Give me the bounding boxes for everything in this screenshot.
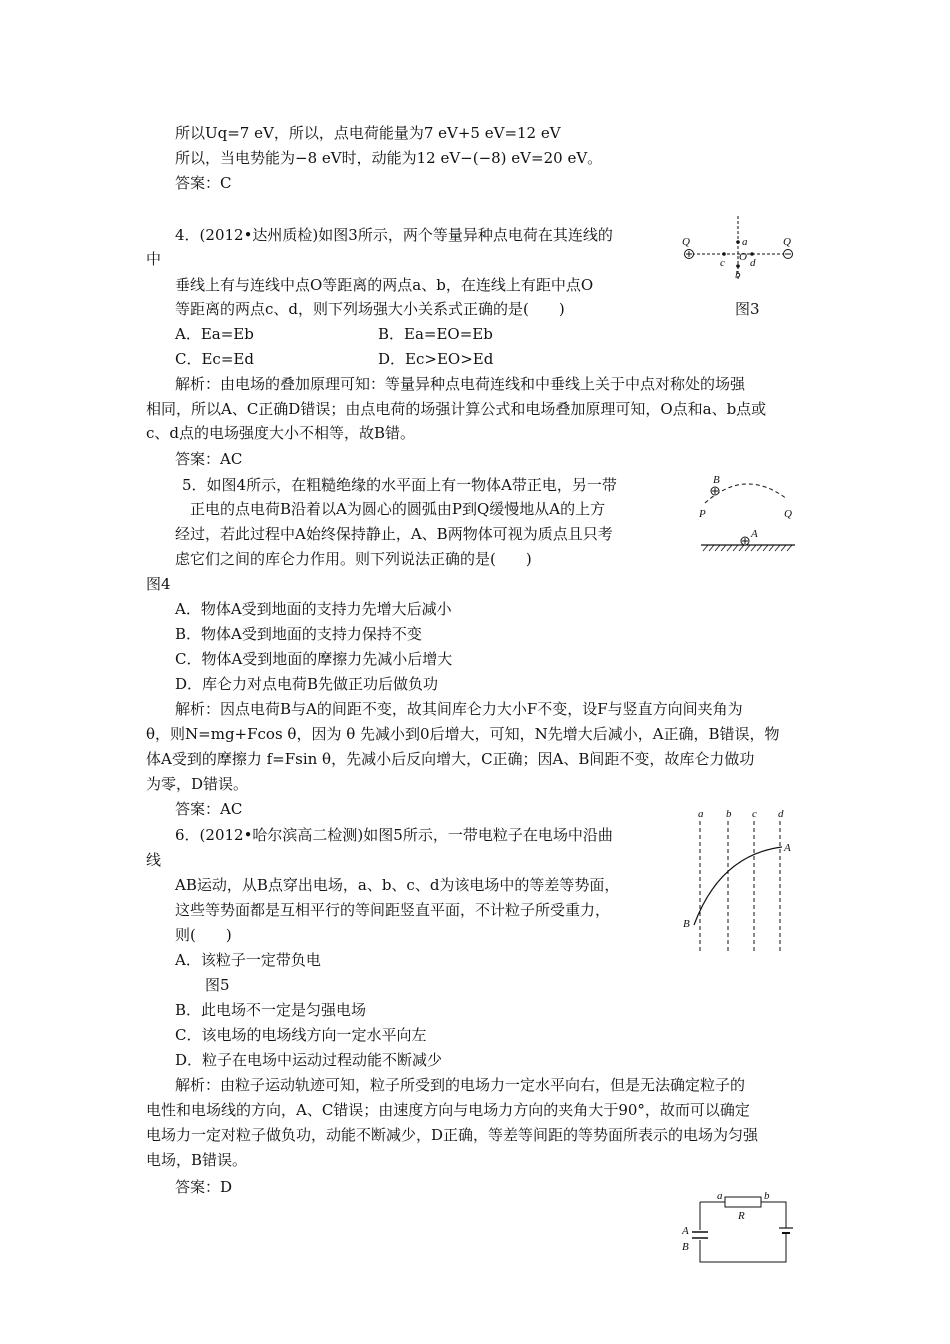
solution-line: 电场，B错误。 (146, 1151, 248, 1169)
solution-line: 解析：由电场的叠加原理可知：等量异种点电荷连线和中垂线上关于中点对称处的场强 (175, 375, 746, 393)
question-6-stem: 6．(2012•哈尔滨高二检测)如图5所示，一带电粒子在电场中沿曲 (175, 826, 613, 844)
option-b: B．此电场不一定是匀强电场 (175, 1001, 367, 1019)
text-line: 所以Uq=7 eV，所以，点电荷能量为7 eV+5 eV=12 eV (175, 124, 561, 142)
option-d: D．库仑力对点电荷B先做正功后做负功 (175, 675, 439, 693)
point-label-a: A (784, 842, 791, 854)
solution-line: 解析：因点电荷B与A的间距不变，故其间库仑力大小F不变，设F与竖直方向间夹角为 (175, 700, 743, 718)
text-line: 垂线上有与连线中点O等距离的两点a、b，在连线上有距中点O (175, 276, 594, 294)
solution-line: θ，则N=mg+Fcos θ，因为 θ 先减小到0后增大，可知，N先增大后减小，A正确，B错误，物 (146, 725, 780, 743)
figure-3-diagram (680, 214, 800, 284)
option-d: D．Ec>EO>Ed (378, 350, 494, 368)
text-line: 所以，当电势能为−8 eV时，动能为12 eV−(−8) eV=20 eV。 (175, 149, 603, 167)
surface-label-c: c (752, 808, 757, 820)
option-c: C．物体A受到地面的摩擦力先减小后增大 (175, 650, 453, 668)
answer-line: 答案：C (175, 174, 232, 192)
text-line: 线 (146, 851, 162, 869)
solution-line: 电场力一定对粒子做负功，动能不断减少，D正确，等差等间距的等势面所表示的电场为匀强 (146, 1126, 759, 1144)
point-label-a: a (717, 1190, 723, 1202)
point-label-b: B (713, 474, 720, 486)
option-d: D．粒子在电场中运动过程动能不断减少 (175, 1051, 443, 1069)
resistor-label: R (738, 1210, 745, 1222)
point-label-a: A (751, 528, 758, 540)
figure-4-diagram (695, 475, 805, 560)
option-a: A．该粒子一定带负电 (175, 951, 321, 969)
circuit-diagram (680, 1190, 800, 1270)
point-label-c: c (720, 257, 725, 269)
point-label-a: a (742, 236, 748, 248)
solution-line: 相同，所以A、C正确D错误；由点电荷的场强计算公式和电场叠加原理可知，O点和a、b点或 (146, 400, 767, 418)
question-4-stem: 4．(2012•达州质检)如图3所示，两个等量异种点电荷在其连线的 (175, 226, 613, 244)
charge-label-right: Q (783, 236, 791, 248)
point-label-o: O (739, 251, 747, 263)
answer-line: 答案：AC (175, 450, 243, 468)
text-line: 这些等势面都是互相平行的等间距竖直平面，不计粒子所受重力， (175, 901, 611, 919)
surface-label-b: b (726, 808, 732, 820)
option-c: C．Ec=Ed (175, 350, 254, 368)
text-line: 虑它们之间的库仑力作用。则下列说法正确的是( ) (175, 550, 532, 568)
point-label-b: b (735, 269, 741, 281)
option-a: A．物体A受到地面的支持力先增大后减小 (175, 600, 452, 618)
option-c: C．该电场的电场线方向一定水平向左 (175, 1026, 427, 1044)
point-label-d: d (750, 257, 756, 269)
charge-label-left: Q (682, 236, 690, 248)
text-line: 中 (146, 250, 162, 268)
point-label-b: B (683, 918, 690, 930)
text-line: 经过，若此过程中A始终保持静止，A、B两物体可视为质点且只考 (175, 525, 613, 543)
text-line: 正电的点电荷B沿着以A为圆心的圆弧由P到Q缓慢地从A的上方 (190, 500, 606, 518)
figure-5-diagram (680, 805, 800, 955)
answer-line: 答案：AC (175, 800, 243, 818)
point-label-b: b (764, 1190, 770, 1202)
figure-5-caption: 图5 (205, 976, 230, 994)
text-line: AB运动，从B点穿出电场，a、b、c、d为该电场中的等差等势面， (175, 876, 620, 894)
plate-label-a: A (682, 1225, 689, 1237)
surface-label-a: a (698, 808, 704, 820)
figure-4-caption: 图4 (146, 575, 171, 593)
text-line: 则( ) (175, 926, 232, 944)
point-label-q: Q (784, 508, 792, 520)
option-a: A．Ea=Eb (175, 325, 254, 343)
option-b: B．Ea=EO=Eb (378, 325, 493, 343)
solution-line: 电性和电场线的方向，A、C错误；由速度方向与电场力方向的夹角大于90°，故而可以确定 (146, 1101, 750, 1119)
surface-label-d: d (778, 808, 784, 820)
solution-line: 体A受到的摩擦力 f=Fsin θ，先减小后反向增大，C正确；因A、B间距不变，故库仑力做功 (146, 750, 755, 768)
point-label-p: P (699, 508, 706, 520)
text-line: 等距离的两点c、d，则下列场强大小关系式正确的是( ) (175, 300, 565, 318)
solution-line: 解析：由粒子运动轨迹可知，粒子所受到的电场力一定水平向右，但是无法确定粒子的 (175, 1076, 746, 1094)
solution-line: c、d点的电场强度大小不相等，故B错。 (146, 424, 416, 442)
answer-line: 答案：D (175, 1178, 233, 1196)
option-b: B．物体A受到地面的支持力保持不变 (175, 625, 422, 643)
plate-label-b: B (682, 1241, 689, 1253)
question-5-stem: 5．如图4所示，在粗糙绝缘的水平面上有一物体A带正电，另一带 (182, 476, 617, 494)
figure-3-caption: 图3 (735, 300, 760, 318)
solution-line: 为零，D错误。 (146, 775, 249, 793)
